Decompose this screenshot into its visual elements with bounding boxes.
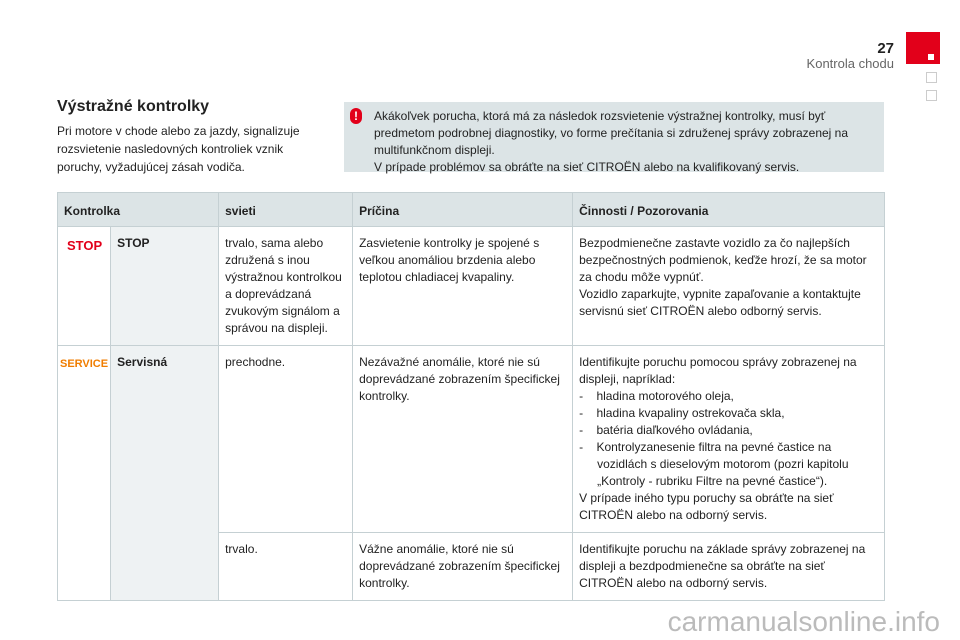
chapter-marker bbox=[926, 72, 937, 83]
warning-icon: ! bbox=[350, 108, 362, 124]
stop-icon: STOP bbox=[58, 227, 111, 346]
col-header: Kontrolka bbox=[58, 193, 219, 227]
table-row bbox=[58, 346, 885, 533]
col-header: Príčina bbox=[353, 193, 573, 227]
watermark: carmanualsonline.info bbox=[667, 606, 940, 637]
lit-cell: trvalo. bbox=[219, 533, 353, 601]
service-icon: SERVICE bbox=[58, 346, 111, 601]
table-header bbox=[58, 193, 885, 227]
warning-lights-table bbox=[57, 192, 885, 601]
table-row bbox=[58, 227, 885, 346]
cause-cell: Zasvietenie kontrolky je spojené s veľkou anomáliou brzdenia alebo teplotou chladiacej kvapaliny. bbox=[353, 227, 573, 346]
col-header: Činnosti / Pozorovania bbox=[573, 193, 885, 227]
warning-box bbox=[344, 102, 884, 172]
cause-cell: Vážne anomálie, ktoré nie sú doprevádzané zobrazením špecifickej kontrolky. bbox=[353, 533, 573, 601]
col-header: svieti bbox=[219, 193, 353, 227]
warning-text: Akákoľvek porucha, ktorá má za následok rozsvietenie výstražnej kontrolky, musí byť predmetom podrobnej diagnostiky, vo forme prečítania si združenej správy zobrazenej na multifunkčnom displeji. bbox=[374, 109, 849, 157]
chapter-tab bbox=[906, 32, 940, 64]
action-cell: Identifikujte poruchu na základe správy zobrazenej na displeji a bezdpodmienečne sa obráťte na sieť CITROËN alebo na odborný servis. bbox=[573, 533, 885, 601]
lit-cell: prechodne. bbox=[219, 346, 353, 533]
chapter-marker bbox=[926, 90, 937, 101]
warning-text: V prípade problémov sa obráťte na sieť CITROËN alebo na kvalifikovaný servis. bbox=[374, 160, 800, 174]
intro-text: Pri motore v chode alebo za jazdy, signalizuje rozsvietenie nasledovných kontroliek vznik poruchy, vyžadujúcej zásah vodiča. bbox=[57, 124, 300, 174]
lit-cell: trvalo, sama alebo združená s inou výstražnou kontrolkou a doprevádzaná zvukovým signálom a správou na displeji. bbox=[219, 227, 353, 346]
page-number: 27 bbox=[877, 40, 894, 57]
light-name: STOP bbox=[111, 227, 219, 346]
page-heading: Výstražné kontrolky bbox=[57, 98, 210, 115]
cause-cell: Nezávažné anomálie, ktoré nie sú doprevádzané zobrazením špecifickej kontrolky. bbox=[353, 346, 573, 533]
action-cell: Bezpodmienečne zastavte vozidlo za čo najlepších bezpečnostných podmienok, keďže hrozí, že sa motor za chodu môže vypnúť. Vozidlo zaparkujte, vypnite zapaľovanie a kontaktujte servisnú sieť CITROËN alebo odborný servis. bbox=[573, 227, 885, 346]
light-name: Servisná bbox=[111, 346, 219, 601]
action-cell: Identifikujte poruchu pomocou správy zobrazenej na displeji, napríklad: - hladina motorového oleja, - hladina kvapaliny ostrekovača skla, - batéria diaľkového ovládania, - Kontrolyzanesenie filtra na pevné častice na vozidlách s dieselovým motorom (pozri kapitolu „Kontroly - rubriku Filtre na pevné častice“). V prípade iného typu poruchy sa obráťte na sieť CITROËN alebo na odborný servis. bbox=[573, 346, 885, 533]
section-title: Kontrola chodu bbox=[806, 56, 894, 71]
